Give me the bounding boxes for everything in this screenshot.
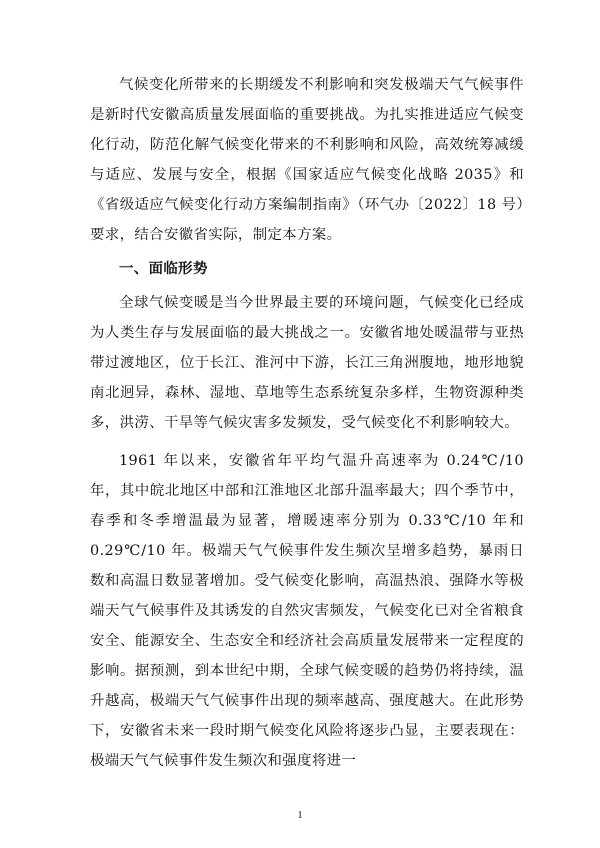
section-paragraph: 1961 年以来，安徽省年平均气温升高速率为 0.24℃/10 年，其中皖北地区中部和江淮地区北部升温率最大；四个季节中，春季和冬季增温最为显著，增暖速率分别为 0.33℃/10 年和 0.29℃/10 年。极端天气气候事件发生频次呈增多趋势，暴雨日数和高温日数显著增加。受气候变化影响，高温热浪、强降水等极端天气气候事件及其诱发的自然灾害频发，气候变化已对全省粮食安全、能源安全、生态安全和经济社会高质量发展带来一定程度的影响。据预测，到本世纪中期，全球气候变暖的趋势仍将持续，温升越高，极端天气气候事件出现的频率越高、强度越大。在此形势下，安徽省未来一段时期气候变化风险将逐步凸显，主要表现在：极端天气气候事件发生频次和强度将进一: [90, 453, 524, 769]
section-paragraph: 全球气候变暖是当今世界最主要的环境问题，气候变化已经成为人类生存与发展面临的最大挑战之一。安徽省地处暖温带与亚热带过渡地区，位于长江、淮河中下游，长江三角洲腹地，地形地貌南北迥异，森林、湿地、草地等生态系统复杂多样，生物资源种类多，洪涝、干旱等气候灾害多发频发，受气候变化不利影响较大。: [90, 295, 524, 431]
page-number: 1: [297, 809, 303, 821]
document-body: [90, 70, 524, 784]
section-heading: 一、面临形势: [119, 261, 208, 277]
intro-paragraph: 气候变化所带来的长期缓发不利影响和突发极端天气气候事件是新时代安徽高质量发展面临的重要挑战。为扎实推进适应气候变化行动，防范化解气候变化带来的不利影响和风险，高效统筹减缓与适应、发展与安全，根据《国家适应气候变化战略 2035》和《省级适应气候变化行动方案编制指南》（环气办〔2022〕18 号）要求，结合安徽省实际，制定本方案。: [90, 77, 524, 243]
